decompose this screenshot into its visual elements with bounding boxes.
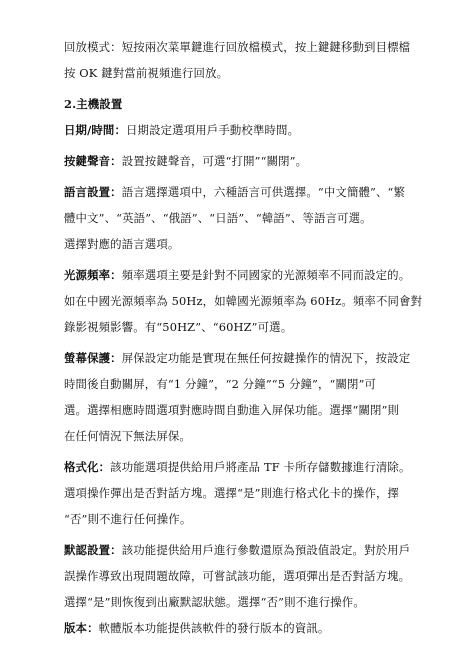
setting-label: 按鍵聲音：	[64, 154, 122, 168]
setting-text-line: “否”則不進行任何操作。	[64, 512, 192, 526]
setting-label: 螢幕保護：	[64, 351, 122, 365]
setting-default	[64, 537, 414, 563]
setting-text: 語言選擇選項中，六種語言可供選擇。“中文簡體”、“繁	[121, 185, 406, 199]
setting-text-line: 選擇對應的語言選項。	[64, 237, 180, 251]
setting-label: 版本：	[64, 621, 99, 635]
setting-label: 格式化：	[64, 460, 111, 474]
setting-light-frequency	[64, 262, 414, 288]
setting-text-line: 選項操作彈出是否對話方塊。選擇“是”則進行格式化卡的操作，擇	[64, 486, 400, 500]
setting-text-line: 體中文”、“英語”、“俄語”、“日語”、“韓語”、等語言可選。	[64, 211, 372, 225]
setting-text: 頻率選項主要是針對不同國家的光源頻率不同而設定的。	[121, 268, 411, 282]
intro-line: 回放模式：短按兩次菜單鍵進行回放檔模式，按上鍵鍵移動到目標檔	[64, 40, 411, 54]
document-page	[64, 34, 423, 641]
setting-text: 該功能提供給用戶進行參數還原為預設值設定。對於用戶	[121, 543, 411, 557]
setting-text: 該功能選項提供給用戶將產品 TF 卡所存儲數據進行清除。	[110, 460, 411, 474]
setting-text-line: 選。選擇相應時間選項對應時間自動進入屏保功能。選擇“關閉”則	[64, 403, 400, 417]
setting-version	[64, 615, 414, 641]
setting-format	[64, 454, 414, 480]
setting-label: 語言設置：	[64, 185, 122, 199]
setting-label: 默認設置：	[64, 543, 122, 557]
setting-text: 屏保設定功能是實現在無任何按鍵操作的情況下，按設定	[121, 351, 411, 365]
setting-label: 光源頻率：	[64, 268, 122, 282]
setting-text-line: 如在中國光源頻率為 50Hz，如韓國光源頻率為 60Hz。頻率不同會對	[64, 294, 423, 308]
setting-screen-saver	[64, 345, 414, 371]
setting-text: 軟體版本功能提供該軟件的發行版本的資訊。	[98, 621, 330, 635]
setting-text-line: 錄影視頻影響。有“50HZ”、“60HZ”可選。	[64, 320, 293, 334]
setting-text-line: 誤操作導致出現問題故障，可嘗試該功能，選項彈出是否對話方塊。	[64, 569, 411, 583]
setting-datetime	[64, 117, 414, 143]
setting-language	[64, 179, 414, 205]
setting-text: 設置按鍵聲音，可選“打開”“關閉”。	[121, 154, 308, 168]
setting-text: 日期設定選項用戶手動校準時間。	[126, 123, 300, 137]
setting-text-line: 在任何情況下無法屏保。	[64, 429, 191, 443]
setting-key-sound	[64, 148, 414, 174]
intro-line: 按 OK 鍵對當前視頻進行回放。	[64, 66, 229, 80]
section-heading: 2.主機設置	[64, 97, 123, 111]
setting-text-line: 選擇“是”則恢復到出廠默認狀態。選擇“否”則不進行操作。	[64, 595, 365, 609]
setting-label: 日期/時間：	[64, 123, 127, 137]
setting-text-line: 時間後自動關屏，有“1 分鐘”，“2 分鐘”“5 分鐘”，“關閉”可	[64, 377, 377, 391]
